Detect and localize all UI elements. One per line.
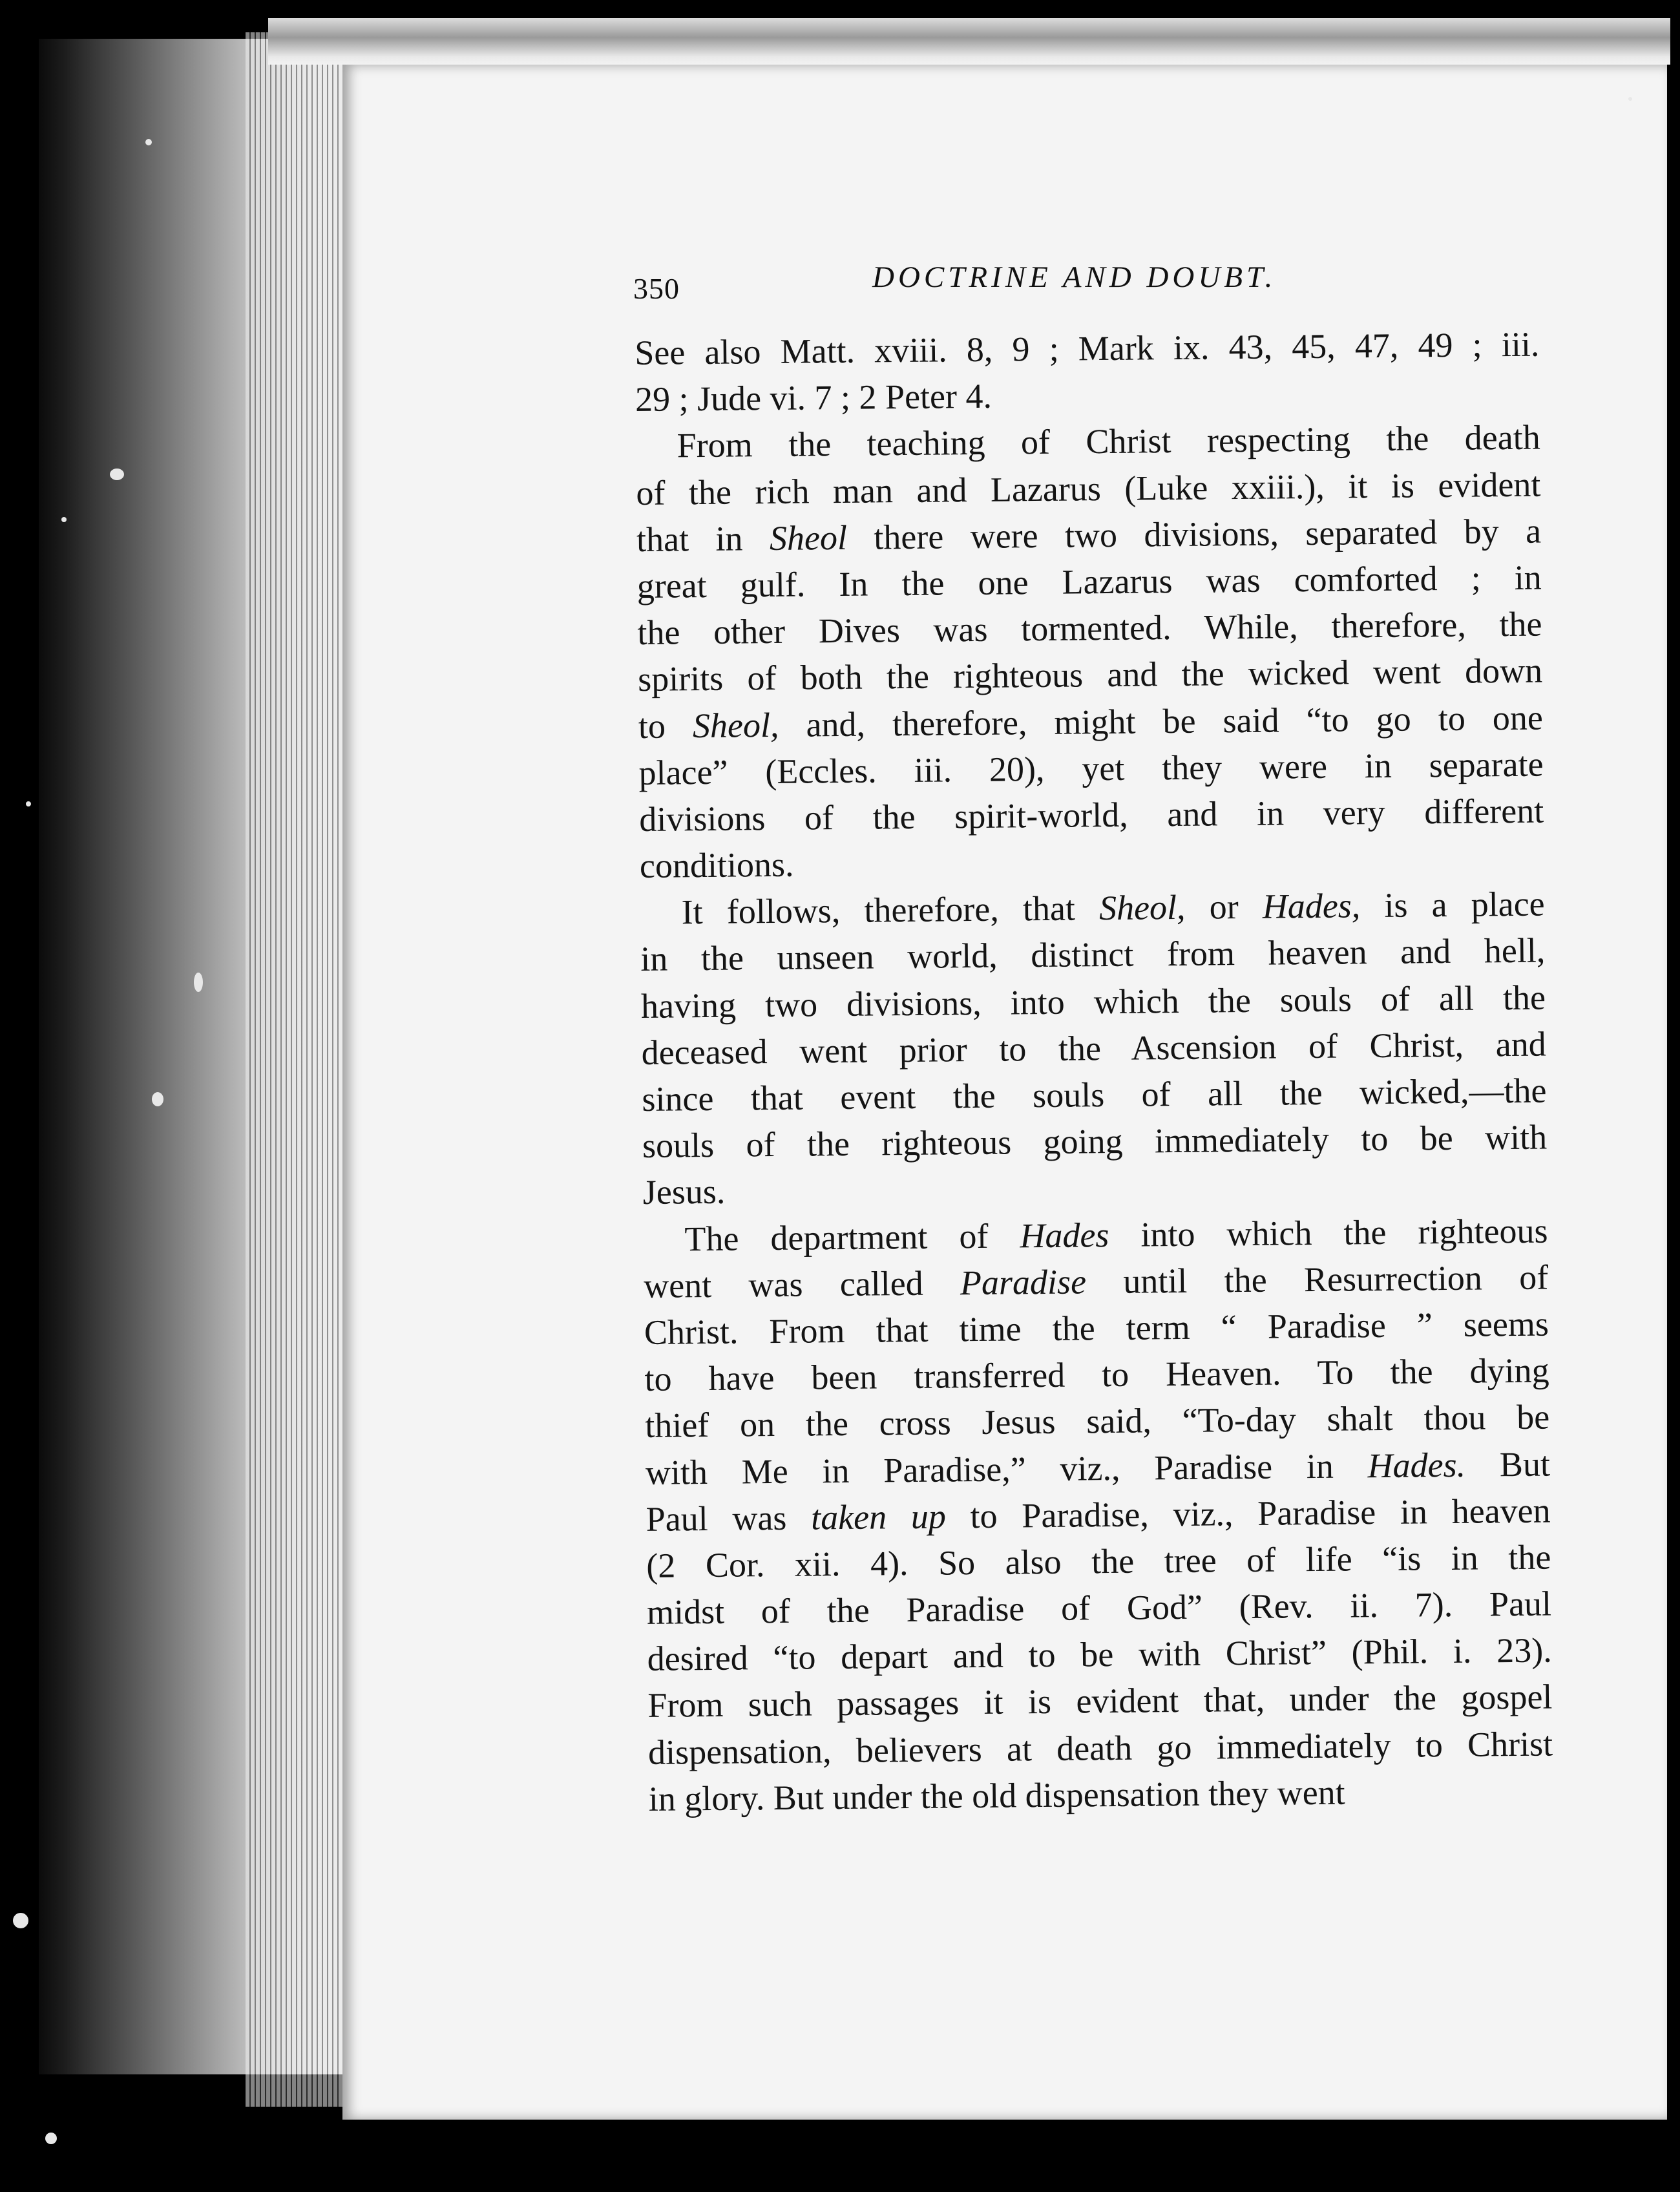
- text-run: into which the righteous: [1109, 1211, 1548, 1254]
- dust-speck: [26, 801, 31, 806]
- text-line: [648, 1767, 1553, 1822]
- text-run: conditions.: [639, 845, 794, 886]
- text-line: [644, 1347, 1549, 1403]
- text-run: desired “to depart and to be with Christ” (Phil. i. 23).: [647, 1630, 1552, 1679]
- italic-text: taken up: [810, 1497, 947, 1537]
- italic-text: Paradise: [960, 1262, 1087, 1302]
- text-run: divisions of the spirit-world, and in very different: [638, 791, 1544, 839]
- text-line: [648, 1720, 1553, 1776]
- page-top-edge: [268, 18, 1670, 65]
- dust-speck: [110, 469, 124, 480]
- text-line: [636, 507, 1542, 563]
- text-run: Jesus.: [642, 1172, 726, 1212]
- text-line: [646, 1440, 1551, 1496]
- dust-speck: [1628, 97, 1632, 101]
- text-line: [647, 1627, 1552, 1683]
- text-run: or: [1185, 887, 1263, 927]
- text-line: [642, 1114, 1548, 1170]
- text-run: until the Resurrection of: [1086, 1258, 1549, 1302]
- text-line: [635, 414, 1540, 470]
- text-line: [637, 601, 1542, 657]
- text-line: [640, 834, 1545, 890]
- text-line: [647, 1581, 1552, 1636]
- text-run: From the teaching of Christ respecting the death: [677, 417, 1540, 465]
- text-run: (2 Cor. xii. 4). So also the tree of life “is in the: [646, 1537, 1551, 1585]
- text-line: [644, 1254, 1549, 1309]
- text-run: having two divisions, into which the souls of all the: [640, 978, 1546, 1026]
- text-run: is a place: [1360, 884, 1545, 925]
- text-line: [638, 648, 1543, 703]
- text-run: and, therefore, might be said “to go to one: [779, 698, 1544, 744]
- text-run: thief on the cross Jesus said, “To-day shalt thou be: [644, 1397, 1550, 1446]
- text-run: to: [638, 706, 693, 746]
- italic-text: Hades,: [1262, 886, 1361, 926]
- body-text: [635, 321, 1553, 1822]
- text-line: [642, 1068, 1547, 1123]
- text-run: But: [1465, 1444, 1551, 1484]
- text-line: [643, 1207, 1548, 1263]
- text-run: midst of the Paradise of God” (Rev. ii. 7). Paul: [646, 1584, 1552, 1632]
- dust-speck: [152, 1092, 163, 1106]
- text-run: in the unseen world, distinct from heaven and hell,: [640, 931, 1546, 979]
- italic-text: Hades.: [1367, 1445, 1466, 1485]
- text-run: souls of the righteous going immediately to be with: [642, 1117, 1548, 1166]
- text-run: place” (Eccles. iii. 20), yet they were in separate: [638, 744, 1544, 792]
- text-run: went was called: [643, 1263, 961, 1305]
- text-line: [642, 1161, 1548, 1216]
- text-line: [641, 974, 1546, 1029]
- text-run: since that event the souls of all the wicked,—the: [642, 1071, 1547, 1119]
- text-line: [635, 368, 1540, 423]
- text-line: [647, 1674, 1553, 1729]
- text-line: [644, 1300, 1549, 1356]
- page-number: 350: [633, 272, 680, 305]
- text-line: [639, 787, 1544, 843]
- running-title: DOCTRINE AND DOUBT.: [872, 260, 1277, 294]
- text-run: dispensation, believers at death go immediately to Christ: [647, 1724, 1553, 1772]
- text-line: [640, 881, 1545, 936]
- text-run: 29 ; Jude vi. 7 ; 2 Peter 4.: [635, 376, 992, 419]
- text-run: there were two divisions, separated by a: [846, 511, 1542, 557]
- dust-speck: [145, 139, 152, 145]
- text-run: to Paradise, viz., Paradise in heaven: [945, 1491, 1551, 1536]
- text-line: [640, 927, 1546, 983]
- dust-speck: [61, 517, 67, 522]
- text-run: great gulf. In the one Lazarus was comforted ; in: [636, 558, 1542, 606]
- text-run: to have been transferred to Heaven. To the dying: [644, 1351, 1549, 1399]
- text-run: It follows, therefore, that: [681, 889, 1100, 932]
- text-line: [638, 694, 1544, 750]
- text-line: [641, 1020, 1546, 1076]
- text-line: [636, 554, 1542, 609]
- text-run: deceased went prior to the Ascension of Christ, and: [641, 1024, 1546, 1072]
- dust-speck: [45, 2133, 57, 2144]
- text-line: [636, 461, 1541, 516]
- text-line: [646, 1487, 1551, 1543]
- text-run: From such passages it is evident that, under the gospel: [647, 1677, 1553, 1725]
- dust-speck: [194, 973, 203, 992]
- italic-text: Sheol,: [1098, 888, 1186, 928]
- text-run: that in: [636, 518, 770, 559]
- text-run: The department of: [684, 1216, 1020, 1258]
- text-run: of the rich man and Lazarus (Luke xxiii.), it is evident: [636, 465, 1541, 512]
- dust-speck: [13, 1913, 28, 1928]
- text-run: the other Dives was tormented. While, therefore, the: [637, 604, 1542, 653]
- text-line: [638, 741, 1544, 796]
- italic-text: Sheol: [769, 518, 848, 558]
- running-head: [633, 260, 1538, 305]
- text-run: in glory. But under the old dispensation they went: [648, 1773, 1345, 1818]
- text-line: [635, 321, 1540, 377]
- italic-text: Sheol,: [692, 705, 779, 745]
- text-run: See also Matt. xviii. 8, 9 ; Mark ix. 43, 45, 47, 49 ; iii.: [635, 324, 1540, 372]
- italic-text: Hades: [1020, 1215, 1109, 1255]
- text-run: Christ. From that time the term “ Paradise ” seems: [644, 1304, 1549, 1352]
- text-line: [646, 1533, 1551, 1589]
- text-run: Paul was: [646, 1498, 812, 1539]
- text-run: with Me in Paradise,” viz., Paradise in: [645, 1446, 1368, 1492]
- text-line: [645, 1394, 1550, 1449]
- text-run: spirits of both the righteous and the wicked went down: [637, 651, 1543, 699]
